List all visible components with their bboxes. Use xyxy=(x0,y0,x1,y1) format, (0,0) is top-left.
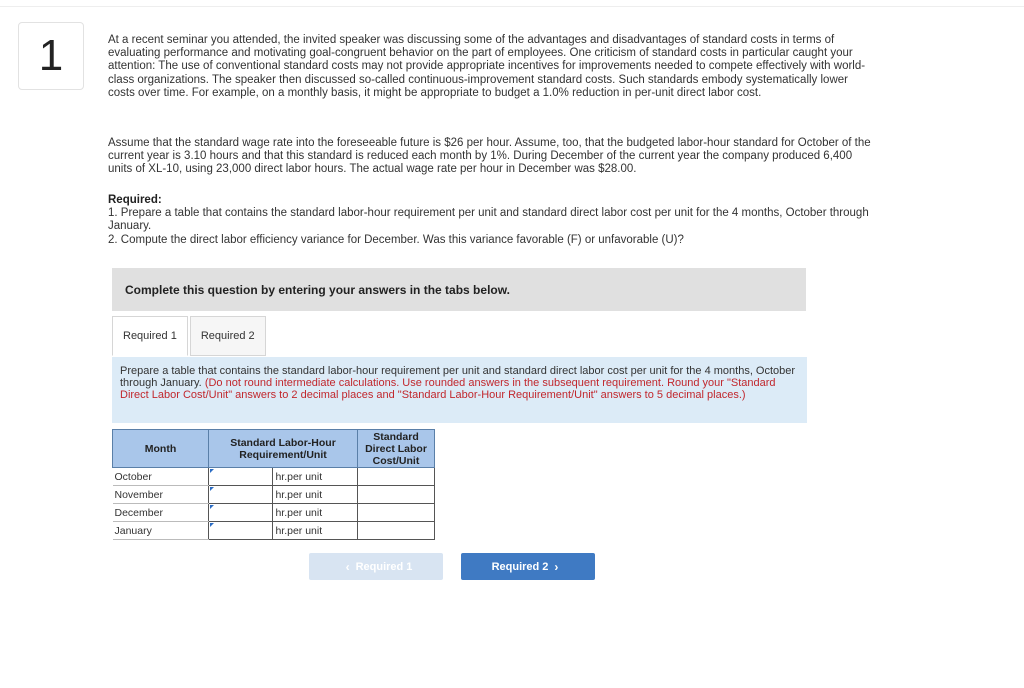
tab-required-1[interactable]: Required 1 xyxy=(112,316,188,356)
question-number: 1 xyxy=(18,22,84,90)
instructions-box xyxy=(112,357,807,423)
hours-input-january[interactable] xyxy=(209,522,272,539)
instruction-banner: Complete this question by entering your answers in the tabs below. xyxy=(112,268,806,311)
hours-input-october[interactable] xyxy=(209,468,272,485)
problem-paragraph-1 xyxy=(108,34,878,100)
month-label: December xyxy=(113,504,209,522)
unit-label: hr.per unit xyxy=(273,486,358,504)
table-row xyxy=(113,504,435,522)
required-heading: Required: xyxy=(108,194,162,206)
cost-input-december[interactable] xyxy=(358,504,434,521)
hours-input-december[interactable] xyxy=(209,504,272,521)
instructions-main: Prepare a table that contains the standard labor-hour requirement per unit and standard direct labor cost per unit for the 4 months, October through January. xyxy=(120,365,796,390)
tab-required-2[interactable]: Required 2 xyxy=(190,316,266,356)
table-row xyxy=(113,486,435,504)
paragraph-text: At a recent seminar you attended, the invited speaker was discussing some of the advantages and disadvantages of standard costs in terms of evaluating performance and motivating goal-congruent behavior on the part of employees. One criticism of standard costs in particular caught your attention: The use of conventional standard costs may not provide appropriate incentives for improvements needed to compete effectively with world-class organizations. The speaker then discussed so-called continuous-improvement standard costs. Such standards embody systematically lower costs over time. For example, on a monthly basis, it might be appropriate to budget a 1.0% reduction in per-unit direct labor cost. xyxy=(108,34,866,99)
hours-cell xyxy=(209,468,273,486)
required-item-2: 2. Compute the direct labor efficiency variance for December. Was this variance favorable (F) or unfavorable (U)? xyxy=(108,233,684,246)
hours-cell xyxy=(209,522,273,540)
header-labor-hour: Standard Labor-Hour Requirement/Unit xyxy=(209,430,358,468)
cost-input-january[interactable] xyxy=(358,522,434,539)
chevron-left-icon: ‹ xyxy=(345,559,350,574)
cost-cell xyxy=(358,522,435,540)
required-item-1: 1. Prepare a table that contains the standard labor-hour requirement per unit and standard direct labor cost per unit for the 4 months, October through January. xyxy=(108,207,869,233)
instructions-note: (Do not round intermediate calculations. Use rounded answers in the subsequent requirement. Round your "Standard Direct Labor Cost/Unit" answers to 2 decimal places and "Standard Labor-Hour Requirement/Unit" answers to 5 decimal places.) xyxy=(120,377,776,402)
cost-cell xyxy=(358,504,435,522)
month-label: November xyxy=(113,486,209,504)
paragraph-text: Assume that the standard wage rate into the foreseeable future is $26 per hour. Assume, too, that the budgeted labor-hour standard for October of the current year is 3.10 hours and that this standard is reduced each month by 1%. During December of the current year the company produced 6,400 units of XL-10, using 23,000 direct labor hours. The actual wage rate per hour in December was $28.00. xyxy=(108,137,871,176)
problem-paragraph-2 xyxy=(108,137,878,177)
prev-required-1-button[interactable] xyxy=(309,553,443,580)
table-row xyxy=(113,468,435,486)
hours-cell xyxy=(209,504,273,522)
unit-label: hr.per unit xyxy=(273,504,358,522)
cost-input-november[interactable] xyxy=(358,486,434,503)
next-button-label: Required 2 xyxy=(491,560,549,573)
month-label: October xyxy=(113,468,209,486)
top-divider xyxy=(0,6,1024,7)
next-required-2-button[interactable] xyxy=(461,553,595,580)
required-section xyxy=(108,194,878,247)
tab-bar xyxy=(112,316,268,356)
month-label: January xyxy=(113,522,209,540)
answer-table xyxy=(112,429,435,540)
header-cost: Standard Direct Labor Cost/Unit xyxy=(358,430,435,468)
hours-input-november[interactable] xyxy=(209,486,272,503)
cost-input-october[interactable] xyxy=(358,468,434,485)
cost-cell xyxy=(358,468,435,486)
header-month: Month xyxy=(113,430,209,468)
unit-label: hr.per unit xyxy=(273,522,358,540)
prev-button-label: Required 1 xyxy=(355,560,413,573)
unit-label: hr.per unit xyxy=(273,468,358,486)
cost-cell xyxy=(358,486,435,504)
chevron-right-icon: › xyxy=(554,559,559,574)
hours-cell xyxy=(209,486,273,504)
table-row xyxy=(113,522,435,540)
